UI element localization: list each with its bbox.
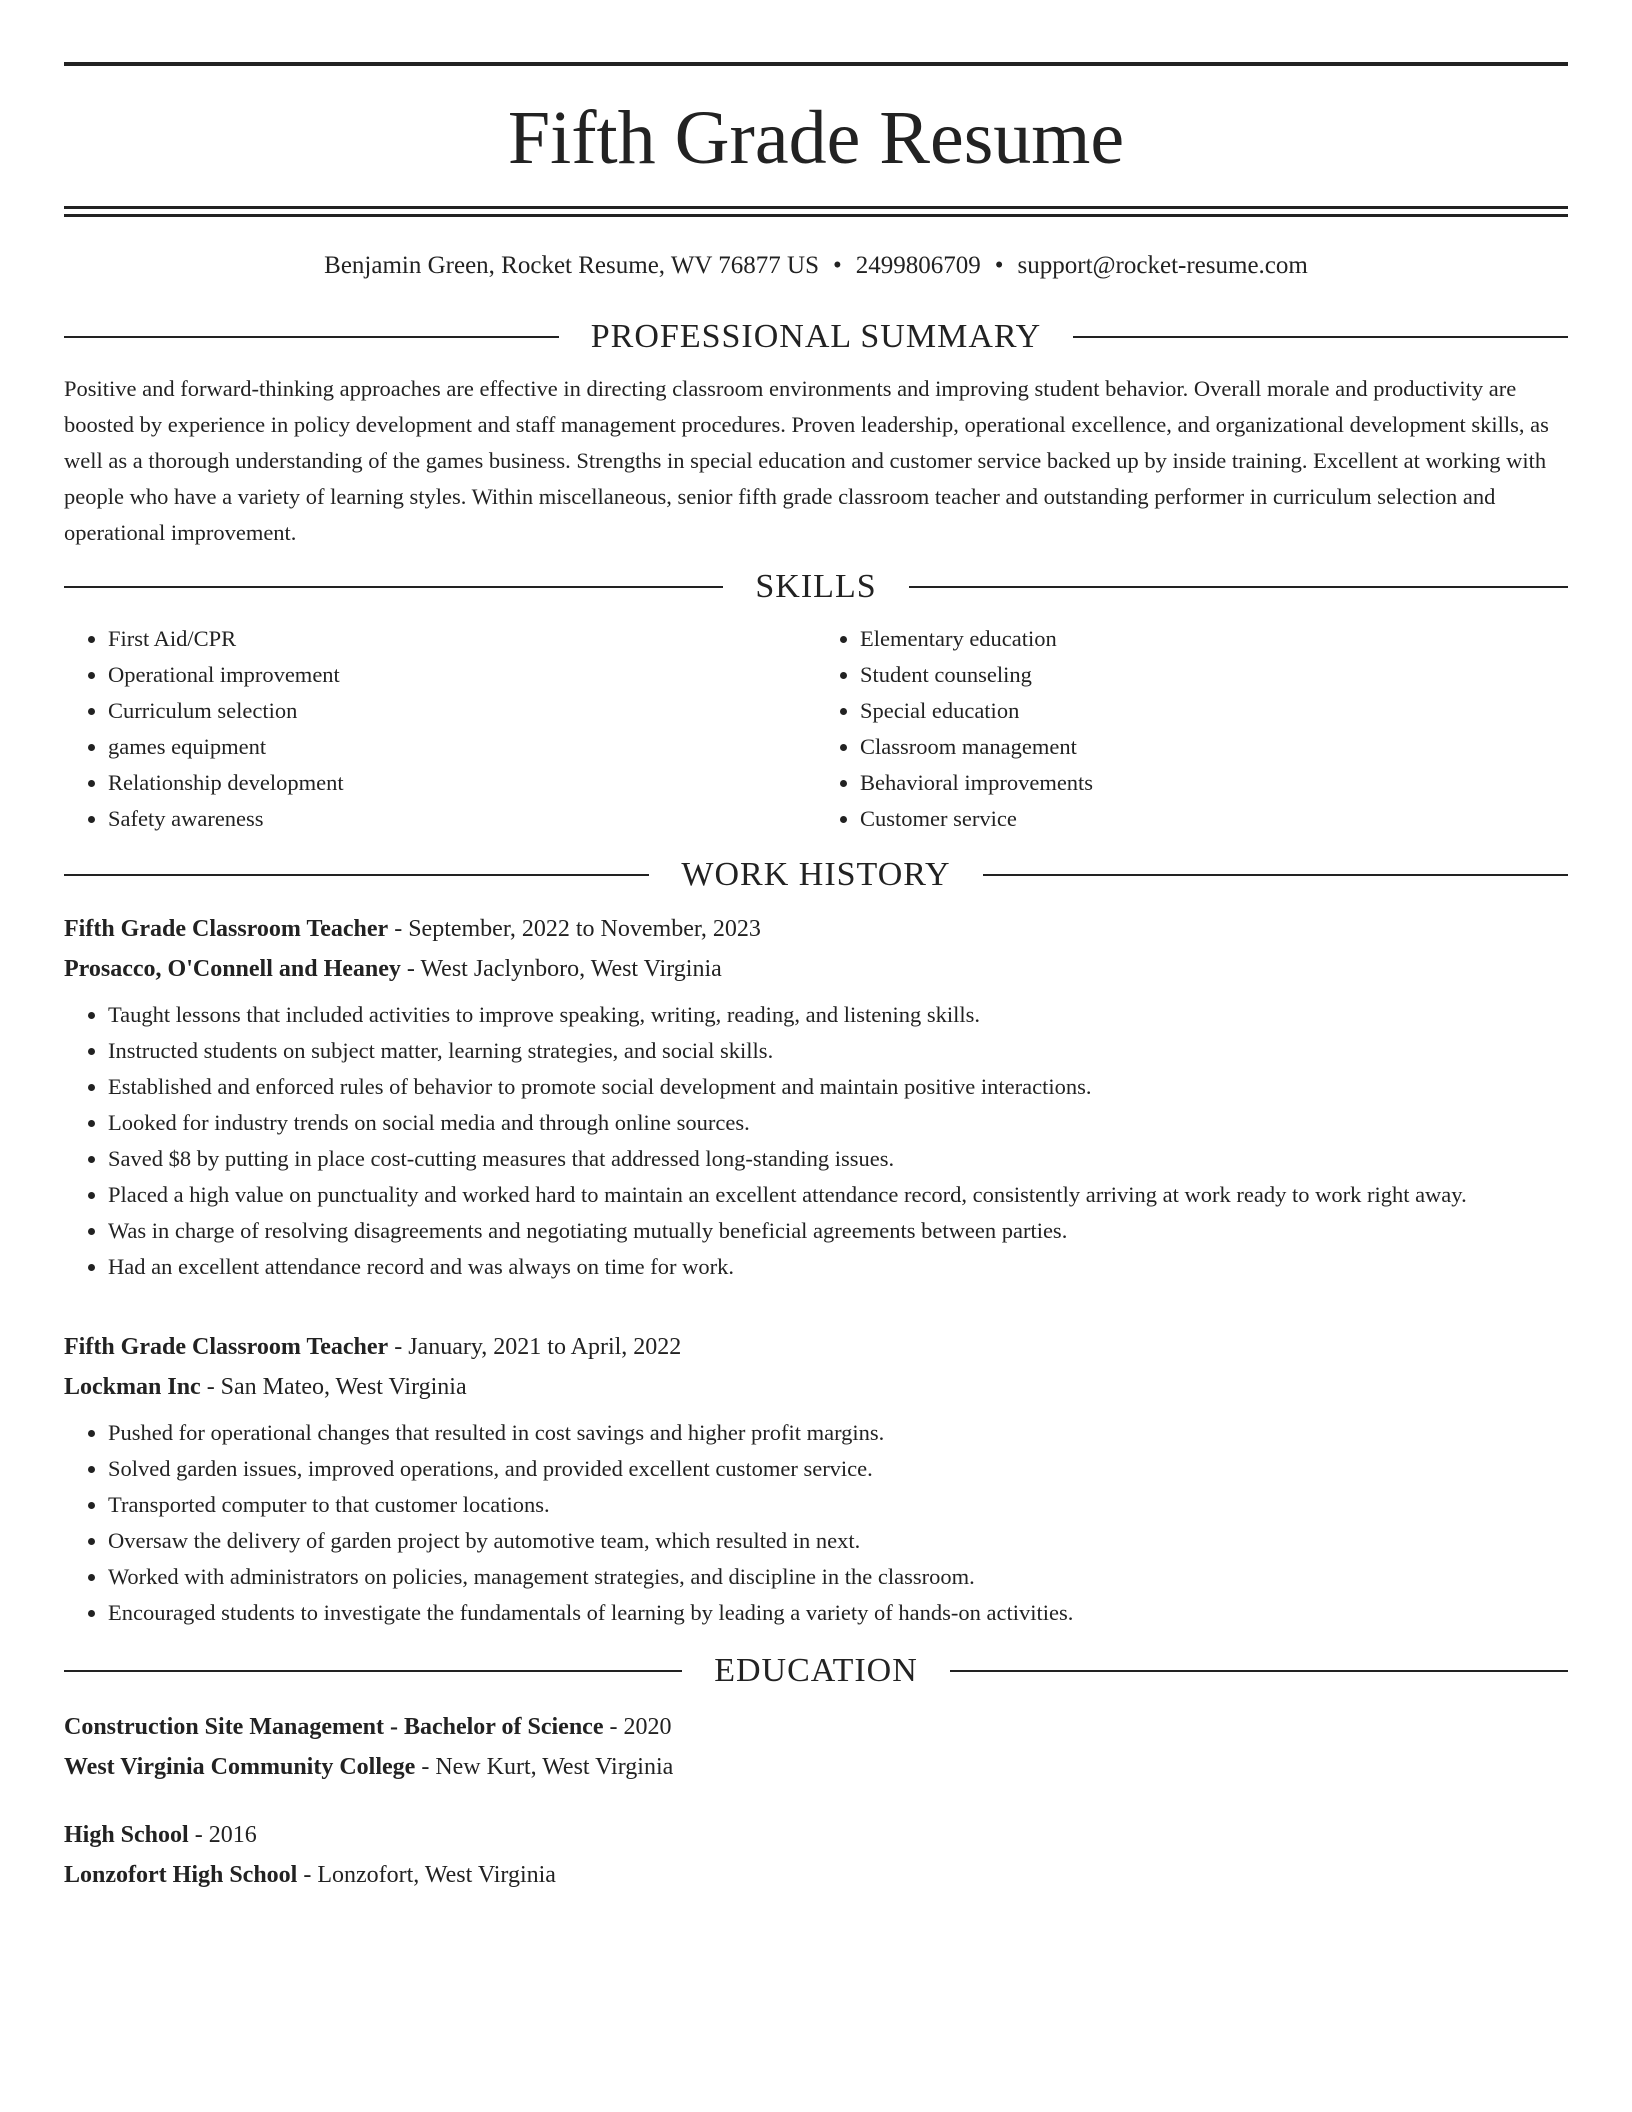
job-company-line xyxy=(64,1367,1568,1407)
skills-column-left xyxy=(64,621,816,837)
education-year: - 2016 xyxy=(188,1822,257,1848)
contact-phone: 2499806709 xyxy=(855,252,981,279)
job-bullet: • Was in charge of resolving disagreements and negotiating mutually beneficial agreements between parties. xyxy=(108,1213,1568,1249)
education-entry xyxy=(64,1815,1568,1895)
skill-item: • Safety awareness xyxy=(108,801,816,837)
job-bullet: • Worked with administrators on policies, management strategies, and discipline in the classroom. xyxy=(108,1559,1568,1595)
divider xyxy=(983,874,1568,876)
education-school: West Virginia Community College xyxy=(64,1754,416,1780)
education-degree-line xyxy=(64,1815,1568,1855)
education-school-line xyxy=(64,1747,1568,1787)
section-title: SKILLS xyxy=(755,568,877,605)
job-bullet: • Transported computer to that customer locations. xyxy=(108,1487,1568,1523)
divider xyxy=(64,586,723,588)
job-entry xyxy=(64,909,1568,1285)
job-entry xyxy=(64,1327,1568,1631)
divider xyxy=(64,874,649,876)
skill-item: • First Aid/CPR xyxy=(108,621,816,657)
job-bullet: • Saved $8 by putting in place cost-cutting measures that addressed long-standing issues. xyxy=(108,1141,1568,1177)
contact-separator: • xyxy=(994,252,1004,279)
section-title: PROFESSIONAL SUMMARY xyxy=(590,318,1042,355)
divider xyxy=(950,1670,1568,1672)
resume-page xyxy=(64,0,1568,1895)
job-bullet: • Established and enforced rules of behavior to promote social development and maintain positive interactions. xyxy=(108,1069,1568,1105)
job-company: Lockman Inc xyxy=(64,1374,201,1400)
section-title: EDUCATION xyxy=(714,1652,918,1689)
job-bullet: • Looked for industry trends on social media and through online sources. xyxy=(108,1105,1568,1141)
skill-item: • Elementary education xyxy=(860,621,1568,657)
divider xyxy=(64,336,559,338)
skills-list xyxy=(64,621,1568,837)
education-degree: High School xyxy=(64,1822,189,1848)
job-title-line xyxy=(64,1327,1568,1367)
education-location: - New Kurt, West Virginia xyxy=(415,1754,674,1780)
skill-item: • Behavioral improvements xyxy=(860,765,1568,801)
job-title: Fifth Grade Classroom Teacher xyxy=(64,1334,389,1360)
job-dates: - September, 2022 to November, 2023 xyxy=(388,916,761,942)
contact-address: Benjamin Green, Rocket Resume, WV 76877 US xyxy=(324,252,819,279)
section-header-education xyxy=(64,1651,1568,1691)
job-bullet: • Placed a high value on punctuality and worked hard to maintain an excellent attendance record, consistently arriving at work ready to work right away. xyxy=(108,1177,1568,1213)
education-location: - Lonzofort, West Virginia xyxy=(297,1862,556,1888)
section-title: WORK HISTORY xyxy=(681,856,951,893)
section-header-skills xyxy=(64,567,1568,607)
skill-item: • Student counseling xyxy=(860,657,1568,693)
skill-item: • Operational improvement xyxy=(108,657,816,693)
contact-email: support@rocket-resume.com xyxy=(1017,252,1308,279)
education-entry xyxy=(64,1707,1568,1787)
job-location: - San Mateo, West Virginia xyxy=(200,1374,467,1400)
job-bullet: • Solved garden issues, improved operations, and provided excellent customer service. xyxy=(108,1451,1568,1487)
job-bullet: • Pushed for operational changes that resulted in cost savings and higher profit margins. xyxy=(108,1415,1568,1451)
job-bullets xyxy=(64,1415,1568,1631)
job-bullet: • Encouraged students to investigate the fundamentals of learning by leading a variety of hands-on activities. xyxy=(108,1595,1568,1631)
section-header-summary xyxy=(64,317,1568,357)
education-year: - 2020 xyxy=(603,1714,672,1740)
section-header-work-history xyxy=(64,855,1568,895)
skills-column-right xyxy=(816,621,1568,837)
page-title: Fifth Grade Resume xyxy=(507,96,1125,180)
skill-item: • Customer service xyxy=(860,801,1568,837)
education-school: Lonzofort High School xyxy=(64,1862,298,1888)
job-title-line xyxy=(64,909,1568,949)
job-title: Fifth Grade Classroom Teacher xyxy=(64,916,389,942)
job-dates: - January, 2021 to April, 2022 xyxy=(388,1334,682,1360)
education-degree: Construction Site Management - Bachelor of Science xyxy=(64,1714,604,1740)
divider xyxy=(909,586,1568,588)
job-bullets xyxy=(64,997,1568,1285)
skill-item: • games equipment xyxy=(108,729,816,765)
skill-item: • Curriculum selection xyxy=(108,693,816,729)
job-bullet: • Oversaw the delivery of garden project by automotive team, which resulted in next. xyxy=(108,1523,1568,1559)
skill-item: • Classroom management xyxy=(860,729,1568,765)
job-bullet: • Instructed students on subject matter, learning strategies, and social skills. xyxy=(108,1033,1568,1069)
divider xyxy=(1073,336,1568,338)
top-rule xyxy=(64,62,1568,66)
education-degree-line xyxy=(64,1707,1568,1747)
title-double-rule xyxy=(64,206,1568,217)
job-location: - West Jaclynboro, West Virginia xyxy=(400,956,722,982)
education-school-line xyxy=(64,1855,1568,1895)
skill-item: • Special education xyxy=(860,693,1568,729)
job-bullet: • Had an excellent attendance record and was always on time for work. xyxy=(108,1249,1568,1285)
contact-line xyxy=(64,251,1568,281)
job-company: Prosacco, O'Connell and Heaney xyxy=(64,956,401,982)
job-bullet: • Taught lessons that included activities to improve speaking, writing, reading, and listening skills. xyxy=(108,997,1568,1033)
divider xyxy=(64,1670,682,1672)
job-company-line xyxy=(64,949,1568,989)
summary-text: Positive and forward-thinking approaches are effective in directing classroom environments and improving student behavior. Overall morale and productivity are boosted by experience in policy development and staff management procedures. Proven leadership, operational excellence, and organizational development skills, as well as a thorough understanding of the games business. Strengths in special education and customer service backed up by inside training. Excellent at working with people who have a variety of learning styles. Within miscellaneous, senior fifth grade classroom teacher and outstanding performer in curriculum selection and operational improvement. xyxy=(64,376,1549,545)
skill-item: • Relationship development xyxy=(108,765,816,801)
contact-separator: • xyxy=(833,252,842,279)
